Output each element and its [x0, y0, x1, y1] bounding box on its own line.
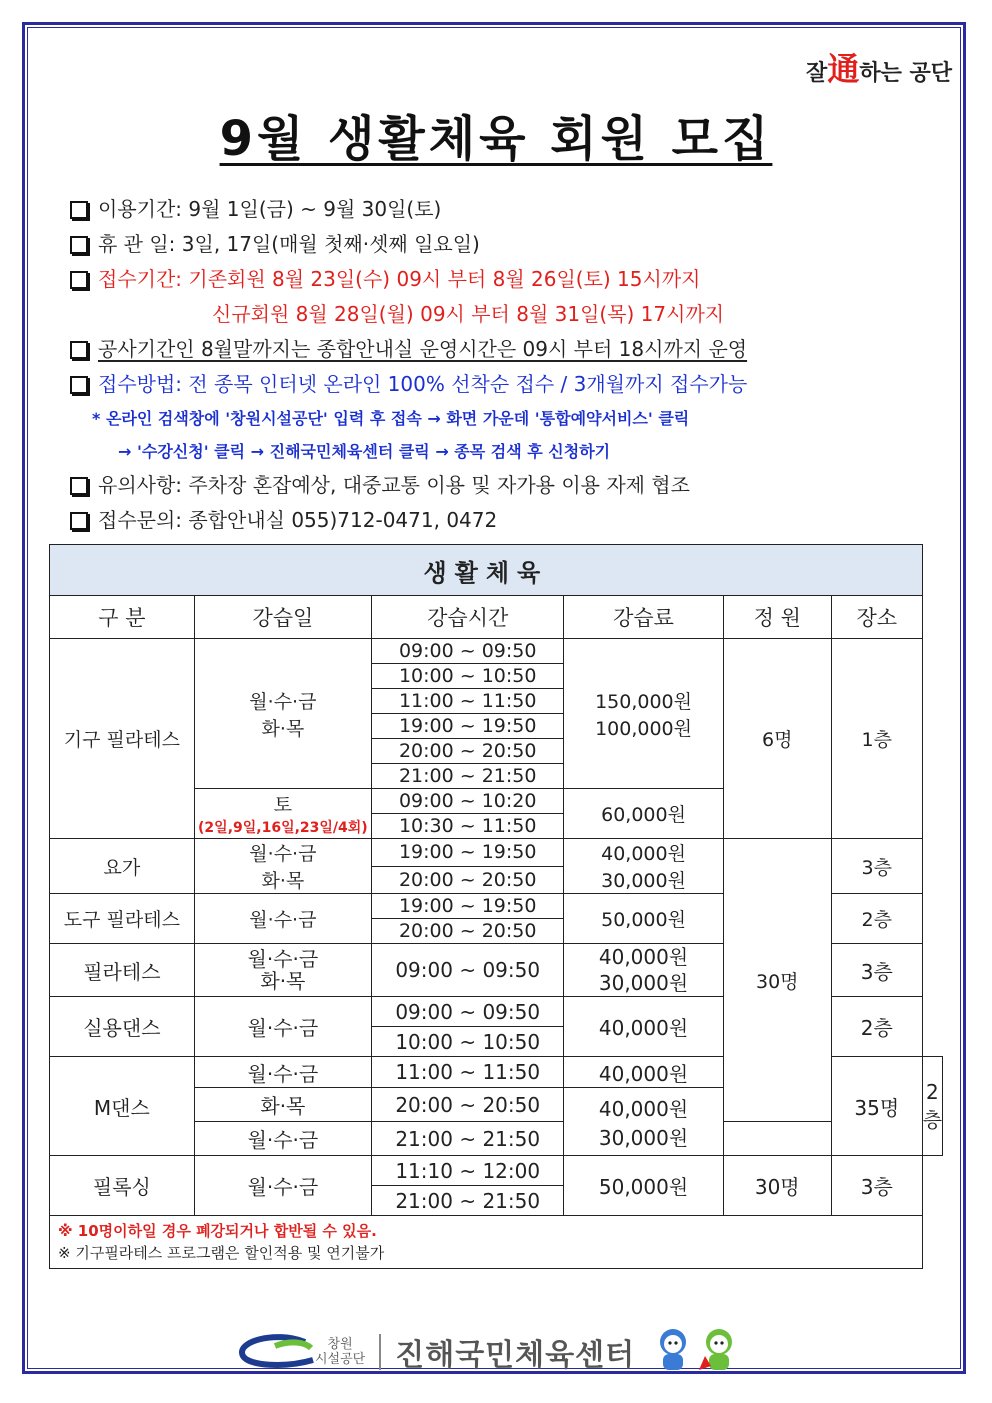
- program-name: 필록싱: [50, 1156, 195, 1216]
- program-days: 월·수·금: [194, 1156, 371, 1216]
- time-slot: 09:00 ~ 10:20: [372, 789, 564, 814]
- header-fee: 강습료: [564, 596, 723, 639]
- fee-line: 30,000원: [598, 1125, 689, 1150]
- program-days: [194, 639, 371, 789]
- checkbox-icon: [70, 341, 88, 359]
- info-list: [70, 192, 950, 538]
- program-fee: [564, 944, 723, 997]
- info-caution: [70, 468, 950, 503]
- program-fee: 40,000원: [564, 997, 723, 1057]
- info-method-note-2: [70, 435, 950, 468]
- time-slot: 09:00 ~ 09:50: [372, 944, 564, 997]
- program-place: 3층: [831, 839, 922, 894]
- program-fee: 50,000원: [564, 894, 723, 944]
- program-capacity: 35명: [831, 1057, 922, 1156]
- time-slot: 09:00 ~ 09:50: [372, 639, 564, 664]
- fee-line: 150,000원: [595, 690, 692, 713]
- time-slot: 10:00 ~ 10:50: [372, 1027, 564, 1057]
- info-reception: [70, 262, 950, 297]
- program-fee: 50,000원: [564, 1156, 723, 1216]
- program-days: 월·수·금: [194, 997, 371, 1057]
- program-days: [194, 789, 371, 839]
- time-slot: 20:00 ~ 20:50: [372, 739, 564, 764]
- saturday-note: (2일,9일,16일,23일/4회): [198, 820, 368, 836]
- info-reception-new: [70, 297, 950, 332]
- slogan: [806, 44, 952, 90]
- info-method: [70, 367, 950, 402]
- program-capacity: 6명: [723, 639, 831, 839]
- time-slot: 11:00 ~ 11:50: [372, 689, 564, 714]
- program-name: 기구 필라테스: [50, 639, 195, 839]
- program-name: 요가: [50, 839, 195, 894]
- days-line: 화·목: [261, 870, 305, 892]
- header-days: 강습일: [194, 596, 371, 639]
- time-slot: 11:10 ~ 12:00: [372, 1156, 564, 1186]
- program-fee: 60,000원: [564, 789, 723, 839]
- info-construction-text: 공사기간인 8월말까지는 종합안내실 운영시간은 09시 부터 18시까지 운영: [98, 337, 748, 361]
- days-line: 월·수·금: [247, 947, 319, 971]
- program-place: 2층: [922, 1057, 942, 1156]
- fee-line: 30,000원: [598, 971, 689, 995]
- slogan-pre: 잘: [806, 61, 828, 86]
- page-title-wrap: [0, 100, 992, 169]
- note-no-discount: ※ 기구필라테스 프로그램은 할인적용 및 연기불가: [58, 1244, 385, 1262]
- time-slot: 09:00 ~ 09:50: [372, 997, 564, 1027]
- table-section-title: 생활체육: [50, 545, 923, 596]
- checkbox-icon: [70, 376, 88, 394]
- time-slot: 10:30 ~ 11:50: [372, 814, 564, 839]
- checkbox-icon: [70, 271, 88, 289]
- time-slot: 20:00 ~ 20:50: [372, 919, 564, 944]
- table-row: [50, 1156, 943, 1186]
- info-construction: [70, 332, 950, 367]
- days-line: 화·목: [260, 969, 306, 993]
- table-notes-row: [50, 1216, 943, 1269]
- program-days: [194, 944, 371, 997]
- info-reception-text-2: 신규회원 8월 28일(월) 09시 부터 8월 31일(목) 17시까지: [212, 302, 725, 326]
- header-category: 구 분: [50, 596, 195, 639]
- program-name: 실용댄스: [50, 997, 195, 1057]
- fee-line: 30,000원: [601, 870, 686, 892]
- program-place: 1층: [831, 639, 922, 839]
- time-slot: 21:00 ~ 21:50: [372, 764, 564, 789]
- info-method-note-1: [70, 402, 950, 435]
- program-fee: [564, 1088, 723, 1156]
- mascot-icon: [649, 1326, 749, 1378]
- info-period: [70, 192, 950, 227]
- info-method-text: 접수방법: 전 종목 인터넷 온라인 100% 선착순 접수 / 3개월까지 접수가능: [98, 372, 748, 396]
- table-row: [50, 839, 943, 867]
- page-title: 9월 생활체육 회원 모집: [219, 111, 773, 167]
- days-line: 월·수·금: [249, 843, 317, 865]
- days-line: 월·수·금: [249, 690, 317, 713]
- time-slot: 19:00 ~ 19:50: [372, 839, 564, 867]
- table-header-row: [50, 596, 943, 639]
- info-inquiry: [70, 503, 950, 538]
- info-period-text: 이용기간: 9월 1일(금) ~ 9월 30일(토): [98, 197, 442, 221]
- logo-line-1: 창원: [327, 1337, 353, 1352]
- time-slot: 20:00 ~ 20:50: [372, 1088, 564, 1122]
- header-time: 강습시간: [372, 596, 564, 639]
- checkbox-icon: [70, 512, 88, 530]
- program-place: 3층: [831, 1156, 922, 1216]
- info-closed-text: 휴 관 일: 3일, 17일(매월 첫째·셋째 일요일): [98, 232, 480, 256]
- program-name: M댄스: [50, 1057, 195, 1156]
- fee-line: 40,000원: [601, 843, 686, 865]
- fee-line: 40,000원: [598, 945, 689, 969]
- program-days: 월·수·금: [194, 1122, 371, 1156]
- program-fee: [564, 639, 723, 789]
- info-closed: [70, 227, 950, 262]
- days-line: 토: [273, 794, 293, 816]
- time-slot: 20:00 ~ 20:50: [372, 866, 564, 894]
- time-slot: 19:00 ~ 19:50: [372, 714, 564, 739]
- note-closure: ※ 10명이하일 경우 폐강되거나 합반될 수 있음.: [58, 1222, 377, 1240]
- checkbox-icon: [70, 201, 88, 219]
- header-capacity: 정 원: [723, 596, 831, 639]
- fee-line: 100,000원: [595, 717, 692, 740]
- program-name: 필라테스: [50, 944, 195, 997]
- footer-divider: [379, 1334, 381, 1370]
- checkbox-icon: [70, 236, 88, 254]
- changwon-logo-icon: [235, 1332, 335, 1372]
- time-slot: 19:00 ~ 19:50: [372, 894, 564, 919]
- logo-line-2: 시설공단: [315, 1352, 366, 1367]
- time-slot: 11:00 ~ 11:50: [372, 1057, 564, 1088]
- info-inquiry-text: 접수문의: 종합안내실 055)712-0471, 0472: [98, 508, 498, 532]
- footer: [235, 1328, 749, 1376]
- info-method-note-1-text: * 온라인 검색창에 '창원시설공단' 입력 후 접속 → 화면 가운데 '통합예약서비스' 클릭: [92, 409, 690, 428]
- program-days: [194, 839, 371, 894]
- program-days: 화·목: [194, 1088, 371, 1122]
- time-slot: 21:00 ~ 21:50: [372, 1122, 564, 1156]
- schedule-table: [49, 544, 943, 1269]
- time-slot: 10:00 ~ 10:50: [372, 664, 564, 689]
- center-name: 진해국민체육센터: [395, 1338, 636, 1373]
- header-place: 장소: [831, 596, 922, 639]
- info-reception-text-1: 접수기간: 기존회원 8월 23일(수) 09시 부터 8월 26일(토) 15시까지: [98, 267, 701, 291]
- program-days: 월·수·금: [194, 1057, 371, 1088]
- program-capacity: 30명: [723, 1156, 831, 1216]
- days-line: 화·목: [261, 717, 305, 740]
- program-fee: [564, 839, 723, 894]
- table-notes: [50, 1216, 923, 1269]
- info-caution-text: 유의사항: 주차장 혼잡예상, 대중교통 이용 및 자가용 이용 자제 협조: [98, 473, 690, 497]
- info-method-note-2-text: → '수강신청' 클릭 → 진해국민체육센터 클릭 → 종목 검색 후 신청하기: [118, 442, 611, 461]
- program-place: 2층: [831, 997, 922, 1057]
- slogan-emphasis: 通: [827, 50, 860, 88]
- program-name: 도구 필라테스: [50, 894, 195, 944]
- time-slot: 21:00 ~ 21:50: [372, 1186, 564, 1216]
- slogan-post: 하는 공단: [859, 61, 952, 86]
- program-days: 월·수·금: [194, 894, 371, 944]
- program-place: 3층: [831, 944, 922, 997]
- table-row: [50, 639, 943, 664]
- program-place: 2층: [831, 894, 922, 944]
- program-fee: 40,000원: [564, 1057, 723, 1088]
- program-capacity: 30명: [723, 839, 831, 1122]
- checkbox-icon: [70, 477, 88, 495]
- fee-line: 40,000원: [598, 1096, 689, 1121]
